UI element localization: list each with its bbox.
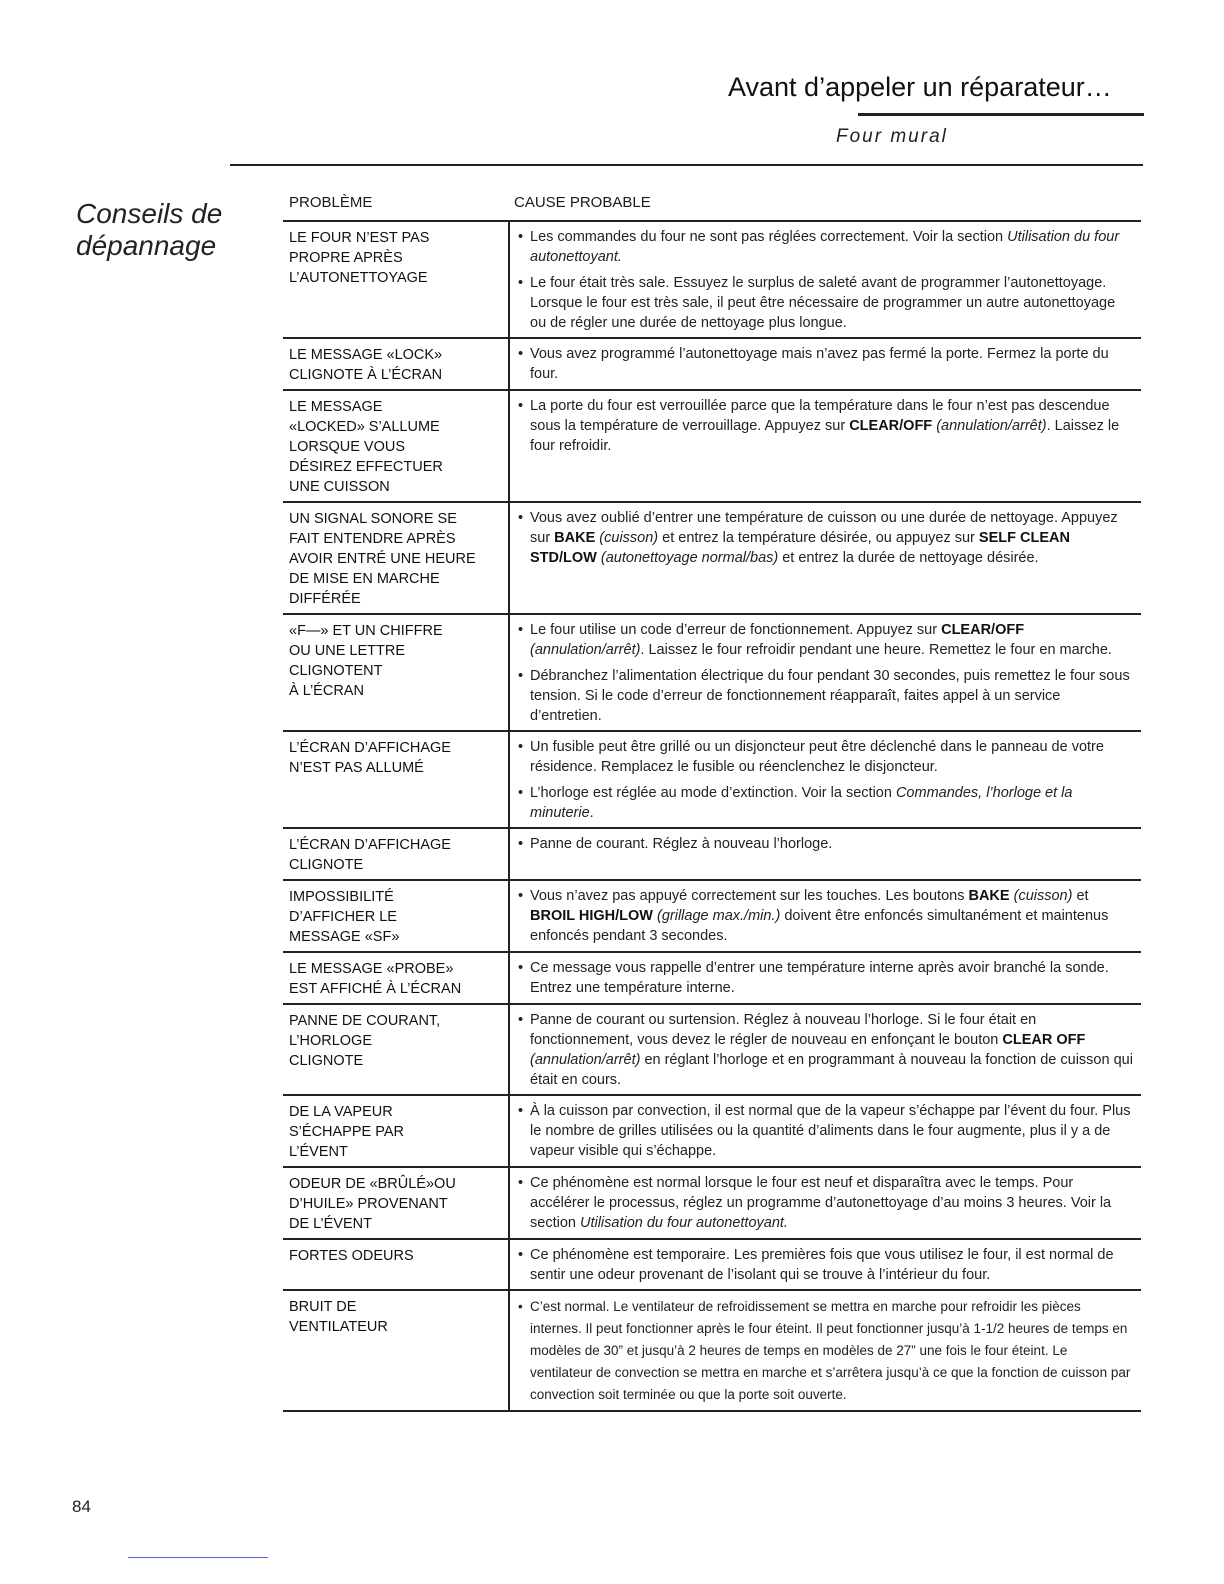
column-header-problem: PROBLÈME xyxy=(289,194,373,211)
cause-text: CLEAR OFF xyxy=(1002,1032,1086,1048)
table-row xyxy=(283,881,1141,953)
problem-cell: L’ÉCRAN D’AFFICHAGE N’EST PAS ALLUMÉ xyxy=(289,740,451,776)
cause-item xyxy=(518,508,1133,568)
cause-item xyxy=(518,1101,1133,1161)
section-title-line2: dépannage xyxy=(76,230,217,261)
cause-cell xyxy=(508,1240,1141,1289)
cause-item xyxy=(518,1296,1133,1406)
cause-text: et entrez la durée de nettoyage désirée. xyxy=(778,550,1039,566)
table-row xyxy=(283,339,1141,391)
top-divider xyxy=(230,164,1143,166)
troubleshooting-table xyxy=(283,188,1141,1412)
problem-cell: IMPOSSIBILITÉ D’AFFICHER LE MESSAGE «SF» xyxy=(289,889,400,945)
cause-text: CLEAR/OFF xyxy=(941,622,1025,638)
cause-item xyxy=(518,1173,1133,1233)
cause-text: Vous avez programmé l’autonettoyage mais n’avez pas fermé la porte. Fermez la porte du four. xyxy=(530,346,1109,382)
cause-text: Débranchez l’alimentation électrique du four pendant 30 secondes, puis remettez le four sous tension. Si le code d’erreur de fonctionnement réapparaît, faites appel à un service d’entretien. xyxy=(530,668,1130,724)
table-row xyxy=(283,1291,1141,1412)
table-row xyxy=(283,503,1141,615)
cause-item xyxy=(518,737,1133,777)
cause-text: BROIL HIGH/LOW xyxy=(530,908,653,924)
cause-text: Ce phénomène est temporaire. Les premières fois que vous utilisez le four, il est normal de sentir une odeur provenant de l’isolant qui se trouve à l’intérieur du four. xyxy=(530,1247,1114,1283)
problem-cell: PANNE DE COURANT, L’HORLOGE CLIGNOTE xyxy=(289,1013,441,1069)
cause-cell xyxy=(508,881,1141,951)
cause-item xyxy=(518,666,1133,726)
cause-text: . Laissez le four refroidir pendant une heure. Remettez le four en marche. xyxy=(640,642,1112,658)
cause-text: Vous avez oublié d’entrer une température de cuisson ou une durée de nettoyage. Appuyez sur xyxy=(530,510,1118,546)
cause-cell xyxy=(508,1291,1141,1410)
cause-text: (grillage max./min.) xyxy=(657,908,781,924)
cause-text: Utilisation du four autonettoyant. xyxy=(530,229,1120,265)
column-header-cause: CAUSE PROBABLE xyxy=(514,194,651,211)
cause-text: Ce message vous rappelle d’entrer une température interne après avoir branché la sonde. Entrez une température interne. xyxy=(530,960,1109,996)
table-row xyxy=(283,829,1141,881)
cause-text: (annulation/arrêt) xyxy=(936,418,1047,434)
cause-text: La porte du four est verrouillée parce que la température dans le four n’est pas descendue sous la température de verrouillage. Appuyez sur xyxy=(530,398,1110,434)
cause-item xyxy=(518,1010,1133,1090)
page-subtitle: Four mural xyxy=(836,126,948,147)
cause-cell xyxy=(508,1168,1141,1238)
cause-cell xyxy=(508,1096,1141,1166)
problem-cell: BRUIT DE VENTILATEUR xyxy=(289,1299,388,1335)
table-row xyxy=(283,732,1141,829)
cause-text: BAKE xyxy=(554,530,596,546)
cause-text: Commandes, l’horloge et la minuterie xyxy=(530,785,1073,821)
cause-cell xyxy=(508,391,1141,501)
cause-text: CLEAR/OFF xyxy=(849,418,933,434)
cause-text: Panne de courant. Réglez à nouveau l’horloge. xyxy=(530,836,833,852)
cause-cell xyxy=(508,1005,1141,1094)
section-title xyxy=(76,198,222,262)
cause-text: (cuisson) xyxy=(1013,888,1073,904)
problem-cell: UN SIGNAL SONORE SE FAIT ENTENDRE APRÈS AVOIR ENTRÉ UNE HEURE DE MISE EN MARCHE DIFFÉRÉE xyxy=(289,511,476,607)
cause-cell xyxy=(508,339,1141,389)
cause-text: Le four était très sale. Essuyez le surplus de saleté avant de programmer l’autonettoyage. Lorsque le four est très sale, il peut être nécessaire de programmer un autre autonettoyage ou de régler une durée de nettoyage plus longue. xyxy=(530,275,1116,331)
cause-item xyxy=(518,958,1133,998)
cause-text: Vous n’avez pas appuyé correctement sur les touches. Les boutons xyxy=(530,888,969,904)
cause-item xyxy=(518,783,1133,823)
section-title-line1: Conseils de xyxy=(76,198,223,229)
header-rule xyxy=(858,113,1144,116)
problem-cell: LE MESSAGE «LOCKED» S’ALLUME LORSQUE VOUS DÉSIREZ EFFECTUER UNE CUISSON xyxy=(289,399,443,495)
table-row xyxy=(283,1005,1141,1096)
cause-text: doivent être enfoncés simultanément et maintenus enfoncés pendant 3 secondes. xyxy=(530,908,1109,944)
cause-text: (cuisson) xyxy=(599,530,659,546)
cause-text: BAKE xyxy=(968,888,1010,904)
cause-item xyxy=(518,620,1133,660)
table-row xyxy=(283,391,1141,503)
problem-cell: LE FOUR N’EST PAS PROPRE APRÈS L’AUTONETTOYAGE xyxy=(289,230,430,286)
problem-cell: ODEUR DE «BRÛLÉ»OU D’HUILE» PROVENANT DE L’ÉVENT xyxy=(289,1176,456,1232)
cause-item xyxy=(518,227,1133,267)
cause-text: . Laissez le four refroidir. xyxy=(530,418,1120,454)
cause-item xyxy=(518,344,1133,384)
problem-cell: DE LA VAPEUR S’ÉCHAPPE PAR L’ÉVENT xyxy=(289,1104,404,1160)
problem-cell: L’ÉCRAN D’AFFICHAGE CLIGNOTE xyxy=(289,837,451,873)
problem-cell: FORTES ODEURS xyxy=(289,1248,414,1264)
cause-text: et xyxy=(1072,888,1089,904)
cause-cell xyxy=(508,615,1141,730)
cause-cell xyxy=(508,222,1141,337)
cause-item xyxy=(518,886,1133,946)
problem-cell: LE MESSAGE «LOCK» CLIGNOTE À L’ÉCRAN xyxy=(289,347,443,383)
cause-item xyxy=(518,396,1133,456)
cause-text: et entrez la température désirée, ou appuyez sur xyxy=(658,530,979,546)
page-number: 84 xyxy=(72,1497,91,1516)
table-row xyxy=(283,1168,1141,1240)
cause-cell xyxy=(508,829,1141,879)
table-row xyxy=(283,1096,1141,1168)
table-row xyxy=(283,615,1141,732)
cause-text: . xyxy=(589,805,594,821)
cause-text: Les commandes du four ne sont pas réglées correctement. Voir la section xyxy=(530,229,1008,245)
cause-item xyxy=(518,1245,1133,1285)
cause-text: Utilisation du four autonettoyant. xyxy=(579,1215,788,1231)
cause-text: Panne de courant ou surtension. Réglez à nouveau l’horloge. Si le four était en fonctionnement, vous devez le régler de nouveau en enfonçant le bouton xyxy=(530,1012,1037,1048)
cause-text: L’horloge est réglée au mode d’extinction. Voir la section xyxy=(530,785,896,801)
table-header xyxy=(283,188,1141,222)
cause-text: Le four utilise un code d’erreur de fonctionnement. Appuyez sur xyxy=(530,622,942,638)
cause-text: C’est normal. Le ventilateur de refroidissement se mettra en marche pour refroidir les pièces internes. Il peut fonctionner après le four éteint. Il peut fonctionner jusqu’à 1-1/2 heures de temps en modèles de 30” et jusqu’à 2 heures de temps en modèles de 27” une fois le four éteint. Le ventilateur de convection se mettra en marche et s’arrêtera jusqu’à ce que la fonction de cuisson par convection soit terminée ou que la porte soit ouverte. xyxy=(530,1299,1131,1402)
table-row xyxy=(283,222,1141,339)
table-row xyxy=(283,953,1141,1005)
cause-text: Ce phénomène est normal lorsque le four est neuf et disparaîtra avec le temps. Pour accélérer le processus, réglez un programme d’autonettoyage d’au moins 3 heures. Voir la section xyxy=(530,1175,1112,1231)
footer-line xyxy=(128,1557,268,1558)
cause-item xyxy=(518,834,1133,854)
problem-cell: «F—» ET UN CHIFFRE OU UNE LETTRE CLIGNOTENT À L’ÉCRAN xyxy=(289,623,443,699)
problem-cell: LE MESSAGE «PROBE» EST AFFICHÉ À L’ÉCRAN xyxy=(289,961,462,997)
cause-text: (autonettoyage normal/bas) xyxy=(600,550,779,566)
page-header-title: Avant d’appeler un réparateur… xyxy=(728,72,1112,102)
cause-text: SELF CLEAN STD/LOW xyxy=(530,530,1070,566)
cause-cell xyxy=(508,503,1141,613)
cause-text: (annulation/arrêt) xyxy=(530,1052,641,1068)
cause-text: (annulation/arrêt) xyxy=(530,642,641,658)
cause-item xyxy=(518,273,1133,333)
table-row xyxy=(283,1240,1141,1291)
cause-text: en réglant l’horloge et en programmant à nouveau la fonction de cuisson qui était en cours. xyxy=(530,1052,1133,1088)
cause-text: Un fusible peut être grillé ou un disjoncteur peut être déclenché dans le panneau de votre résidence. Remplacez le fusible ou réenclenchez le disjoncteur. xyxy=(530,739,1104,775)
cause-text: À la cuisson par convection, il est normal que de la vapeur s’échappe par l’évent du four. Plus le nombre de grilles utilisées ou la quantité d’aliments dans le four augmente, plus il y a de vapeur visible qui s’échappe. xyxy=(530,1103,1131,1159)
cause-cell xyxy=(508,732,1141,827)
table-body xyxy=(283,222,1141,1412)
cause-cell xyxy=(508,953,1141,1003)
